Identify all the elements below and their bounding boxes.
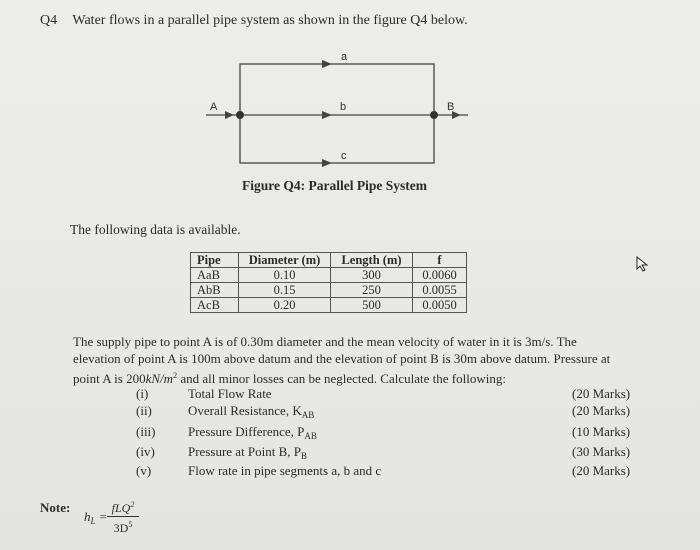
pipe-b-arrow (322, 111, 332, 119)
item-marks: (20 Marks) (572, 403, 631, 418)
fraction-numerator: fLQ$^2$ (107, 497, 139, 517)
item-number: (v) (136, 463, 152, 478)
paragraph-line-2: elevation of point A is 100m above datum and the elevation of point B is 30m above datum. Pressure at (73, 351, 611, 366)
mouse-cursor-icon (636, 256, 650, 272)
lhs-symbol: h (84, 509, 91, 524)
item-number: (ii) (136, 403, 152, 418)
header-diameter: Diameter (m) (239, 253, 331, 268)
pipe-data-table (190, 252, 467, 313)
item-marks: (20 Marks) (572, 463, 631, 478)
table-header-row (191, 253, 467, 268)
cell-length: 250 (331, 283, 413, 298)
pipe-a-label: a (341, 51, 348, 63)
note (40, 500, 70, 516)
item-marks: (20 Marks) (572, 386, 631, 401)
table-row (191, 298, 467, 313)
pipe-c-arrow (322, 159, 332, 167)
cell-diameter: 0.20 (239, 298, 331, 313)
header-length: Length (m) (331, 253, 413, 268)
item-number: (iii) (136, 424, 156, 439)
parallel-pipe-figure (0, 0, 700, 200)
question-number: Q4 (40, 13, 58, 28)
pipe-loop (240, 64, 434, 163)
node-a-dot (236, 111, 244, 119)
cell-pipe: AbB (191, 283, 239, 298)
table-row (191, 283, 467, 298)
cell-f: 0.0060 (413, 268, 467, 283)
fraction-denominator: $3D^5$ (113, 520, 133, 535)
header-pipe: Pipe (191, 253, 239, 268)
header-f: f (413, 253, 467, 268)
item-text-wrap (188, 403, 314, 420)
problem-paragraph (73, 333, 648, 387)
item-text: Total Flow Rate (188, 386, 272, 401)
item-number: (i) (136, 386, 149, 401)
item-subscript: AB (304, 431, 317, 441)
head-loss-lhs: $h_L$ = (84, 509, 108, 526)
figure-caption: Figure Q4: Parallel Pipe System (242, 178, 427, 193)
item-text: Overall Resistance, K (188, 403, 302, 418)
table-row (191, 268, 467, 283)
pipe-b-label: b (340, 101, 347, 113)
list-item (0, 444, 700, 462)
list-item (0, 403, 700, 421)
cell-length: 500 (331, 298, 413, 313)
cell-diameter: 0.10 (239, 268, 331, 283)
cell-pipe: AaB (191, 268, 239, 283)
item-text: Pressure at Point B, P (188, 444, 302, 459)
data-intro: The following data is available. (70, 222, 241, 237)
item-number: (iv) (136, 444, 155, 459)
cell-length: 300 (331, 268, 413, 283)
note-label: Note: (40, 500, 71, 515)
denominator-text: 3D (113, 521, 129, 535)
cell-f: 0.0050 (413, 298, 467, 313)
node-a-label: A (210, 101, 218, 113)
list-item (0, 463, 700, 481)
item-text-wrap (188, 444, 307, 461)
inlet-arrow (225, 111, 234, 119)
head-loss-fraction (107, 497, 139, 536)
item-text-wrap (188, 424, 317, 441)
item-marks: (30 Marks) (572, 444, 631, 459)
paragraph-line-3-rest: and all minor losses can be neglected. Calculate the following: (177, 371, 506, 386)
pipe-c-label: c (341, 150, 347, 162)
pressure-unit: kN/m (145, 371, 174, 386)
item-text: Flow rate in pipe segments a, b and c (188, 463, 382, 478)
list-item (0, 424, 700, 442)
question-text: Water flows in a parallel pipe system as shown in the figure Q4 below. (72, 13, 468, 28)
pressure-value: point A is 200 (73, 371, 146, 386)
node-b-dot (430, 111, 438, 119)
list-item (0, 386, 700, 404)
item-text: Pressure Difference, P (188, 424, 305, 439)
paragraph-line-1: The supply pipe to point A is of 0.30m diameter and the mean velocity of water in it is 3m/s. The (73, 334, 577, 349)
paragraph-line-3: point A is $200kN/m^2$ and all minor losses can be neglected. Calculate the following: (73, 371, 506, 386)
node-b-label: B (447, 101, 455, 113)
lhs-subscript: L (90, 516, 96, 526)
cell-pipe: AcB (191, 298, 239, 313)
cell-f: 0.0055 (413, 283, 467, 298)
item-subscript: AB (301, 410, 315, 420)
cell-diameter: 0.15 (239, 283, 331, 298)
numerator-text: fLQ (111, 501, 131, 515)
item-marks: (10 Marks) (572, 424, 631, 439)
item-subscript: B (301, 451, 308, 461)
pipe-a-arrow (322, 60, 332, 68)
